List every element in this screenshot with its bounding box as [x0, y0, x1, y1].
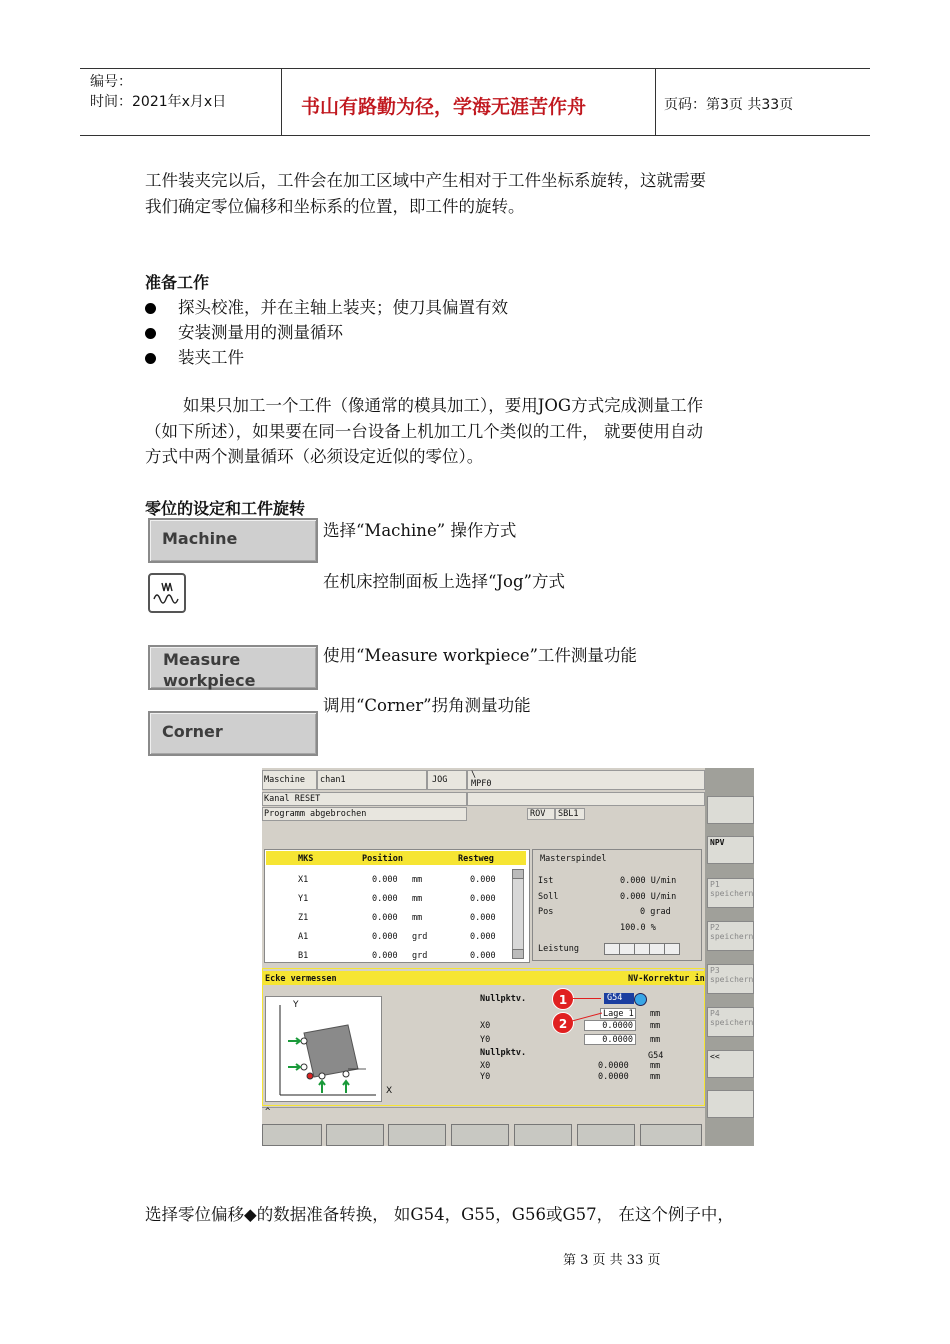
axis-name: A1: [298, 932, 309, 942]
header-page: 页码：第3页 共33页: [664, 97, 794, 113]
header-time: 时间：2021年x月x日: [90, 94, 227, 110]
hmi-status-strip: [262, 1107, 705, 1124]
axis-scrollbar[interactable]: [512, 869, 524, 959]
corner-softkey[interactable]: [148, 711, 318, 756]
axis-col-mks: MKS: [298, 854, 314, 864]
hmi-mode: Maschine: [262, 770, 317, 790]
diagram-x-label: X: [386, 1086, 393, 1096]
select-toggle-icon[interactable]: [634, 993, 647, 1006]
corner-softkey-label: Corner: [162, 722, 223, 741]
section2-heading: 零位的设定和工件旋转: [145, 499, 306, 518]
bottom-softkey[interactable]: [388, 1124, 446, 1146]
axis-pos: 0.000: [372, 932, 398, 942]
marker-2-leader-icon: [572, 1011, 604, 1023]
axis-pos: 0.000: [372, 875, 398, 885]
spindle-ist-val: 0.000 U/min: [620, 876, 677, 886]
bullet-icon: [145, 353, 156, 364]
x0b-label: X0: [480, 1061, 491, 1071]
side-back[interactable]: <<: [707, 1050, 754, 1078]
hmi-channel: chan1: [317, 770, 427, 790]
hmi-jog: JOG: [427, 770, 467, 790]
hmi-reset: Kanal RESET: [262, 792, 467, 806]
side-npv[interactable]: NPV: [707, 836, 754, 864]
bottom-softkey[interactable]: [514, 1124, 572, 1146]
axis-pos: 0.000: [372, 951, 398, 961]
axis-pos: 0.000: [372, 894, 398, 904]
axis-col-restweg: Restweg: [458, 854, 494, 864]
axis-rest: 0.000: [470, 913, 496, 923]
measure-corr: NV-Korrektur in: [628, 974, 705, 984]
power-bar: [604, 943, 680, 955]
side-p2[interactable]: P2 speichern: [707, 921, 754, 951]
bottom-softkey[interactable]: [451, 1124, 509, 1146]
axis-unit: mm: [412, 875, 423, 885]
x0-label: X0: [480, 1021, 491, 1031]
np2-label: Nullpktv.: [480, 1048, 527, 1058]
prep-item: 安装测量用的测量循环: [178, 323, 343, 342]
axis-rest: 0.000: [470, 875, 496, 885]
axis-name: Z1: [298, 913, 309, 923]
para2-line-2: （如下所述），如果要在同一台设备上机加工几个类似的工件， 就要使用自动: [145, 422, 703, 441]
spindle-pos-label: Pos: [538, 907, 554, 917]
hmi-path: [467, 770, 705, 790]
np2-val: G54: [648, 1051, 664, 1061]
bottom-softkey[interactable]: [577, 1124, 635, 1146]
hmi-path-2: MPF0: [471, 779, 492, 789]
y0-unit: mm: [650, 1035, 661, 1045]
intro-line-1: 工件装夹完以后，工件会在加工区域中产生相对于工件坐标系旋转，这就需要: [145, 171, 706, 190]
axis-rest: 0.000: [470, 932, 496, 942]
bullet-icon: [145, 328, 156, 339]
corner-diagram: [265, 996, 382, 1102]
diagram-y-label: Y: [293, 1000, 299, 1010]
axis-unit: mm: [412, 913, 423, 923]
spindle-title: Masterspindel: [540, 854, 607, 864]
x0b-val: 0.0000: [598, 1061, 629, 1071]
page-footer: 第 3 页 共 33 页: [563, 1253, 661, 1268]
hmi-rov: ROV: [527, 808, 555, 820]
np-select[interactable]: G54: [604, 993, 634, 1004]
x0-input[interactable]: 0.0000: [584, 1020, 636, 1031]
marker-2: 2: [552, 1012, 574, 1034]
spindle-pos-val: 0 grad: [640, 907, 671, 917]
measure-softkey-line-1: Measure: [163, 650, 241, 669]
measure-title: Ecke vermessen: [265, 974, 337, 984]
spindle-ist-label: Ist: [538, 876, 554, 886]
hmi-prog: Programm abgebrochen: [262, 807, 467, 821]
jog-wave-icon: [150, 575, 184, 611]
hmi-sbl: SBL1: [555, 808, 585, 820]
axis-rest: 0.000: [470, 894, 496, 904]
measure-softkey-line-2: workpiece: [163, 671, 256, 690]
spindle-soll-val: 0.000 U/min: [620, 892, 677, 902]
para2-line-3: 方式中两个测量循环（必须设定近似的零位）。: [145, 447, 484, 466]
y0b-label: Y0: [480, 1072, 491, 1082]
jog-key[interactable]: [148, 573, 186, 613]
marker-1: 1: [552, 988, 574, 1010]
hmi-screen: [262, 768, 754, 1146]
hmi-blank-row: [467, 792, 705, 806]
corner-drawing-icon: [266, 997, 381, 1101]
x0-unit: mm: [650, 1021, 661, 1031]
recall-caret[interactable]: ^: [265, 1107, 271, 1117]
spindle-pct: 100.0 %: [620, 923, 656, 933]
para2-line-1: 如果只加工一个工件（像通常的模具加工），要用JOG方式完成测量工作: [183, 396, 704, 415]
step-4-desc: 调用“Corner”拐角测量功能: [323, 696, 531, 715]
prep-item: 探头校准，并在主轴上装夹；使刀具偏置有效: [178, 298, 508, 317]
spindle-soll-label: Soll: [538, 892, 559, 902]
y0-input[interactable]: 0.0000: [584, 1034, 636, 1045]
axis-rest: 0.000: [470, 951, 496, 961]
hmi-axis-table: [264, 849, 530, 963]
lage-select[interactable]: Lage 1: [600, 1008, 636, 1019]
step-1-desc: 选择“Machine” 操作方式: [323, 521, 517, 540]
bottom-softkey[interactable]: [262, 1124, 322, 1146]
np-label: Nullpktv.: [480, 994, 527, 1004]
axis-unit: grd: [412, 932, 428, 942]
measure-workpiece-softkey[interactable]: [148, 645, 318, 690]
header-number: 编号：: [90, 74, 132, 90]
y0b-val: 0.0000: [598, 1072, 629, 1082]
side-softkey[interactable]: [707, 796, 754, 824]
spindle-leistung: Leistung: [538, 944, 579, 954]
prep-item: 装夹工件: [178, 348, 244, 367]
machine-softkey[interactable]: [148, 518, 318, 563]
machine-softkey-label: Machine: [162, 529, 238, 548]
side-p1[interactable]: P1 speichern: [707, 878, 754, 908]
hmi-path-1: \: [471, 770, 477, 780]
side-p3[interactable]: P3 speichern: [707, 964, 754, 994]
side-p4[interactable]: P4 speichern: [707, 1007, 754, 1037]
axis-unit: grd: [412, 951, 428, 961]
x0b-unit: mm: [650, 1061, 661, 1071]
header-motto: 书山有路勤为径，学海无涯苦作舟: [301, 96, 587, 118]
step-2-desc: 在机床控制面板上选择“Jog”方式: [323, 572, 565, 591]
axis-name: X1: [298, 875, 309, 885]
scroll-up-icon[interactable]: [512, 869, 524, 879]
y0b-unit: mm: [650, 1072, 661, 1082]
prep-heading: 准备工作: [145, 273, 210, 292]
y0-label: Y0: [480, 1035, 491, 1045]
marker-1-leader: [573, 998, 601, 999]
step-3-desc: 使用“Measure workpiece”工件测量功能: [323, 646, 637, 665]
lage-unit: mm: [650, 1009, 661, 1019]
bottom-softkey[interactable]: [640, 1124, 702, 1146]
axis-name: B1: [298, 951, 309, 961]
side-softkey[interactable]: [707, 1090, 754, 1118]
axis-name: Y1: [298, 894, 309, 904]
axis-unit: mm: [412, 894, 423, 904]
bottom-line: 选择零位偏移◆的数据准备转换， 如G54，G55，G56或G57， 在这个例子中，: [145, 1205, 734, 1224]
bottom-softkey[interactable]: [326, 1124, 384, 1146]
axis-col-position: Position: [362, 854, 403, 864]
scroll-down-icon[interactable]: [512, 949, 524, 959]
axis-pos: 0.000: [372, 913, 398, 923]
intro-line-2: 我们确定零位偏移和坐标系的位置，即工件的旋转。: [145, 197, 525, 216]
bullet-icon: [145, 303, 156, 314]
